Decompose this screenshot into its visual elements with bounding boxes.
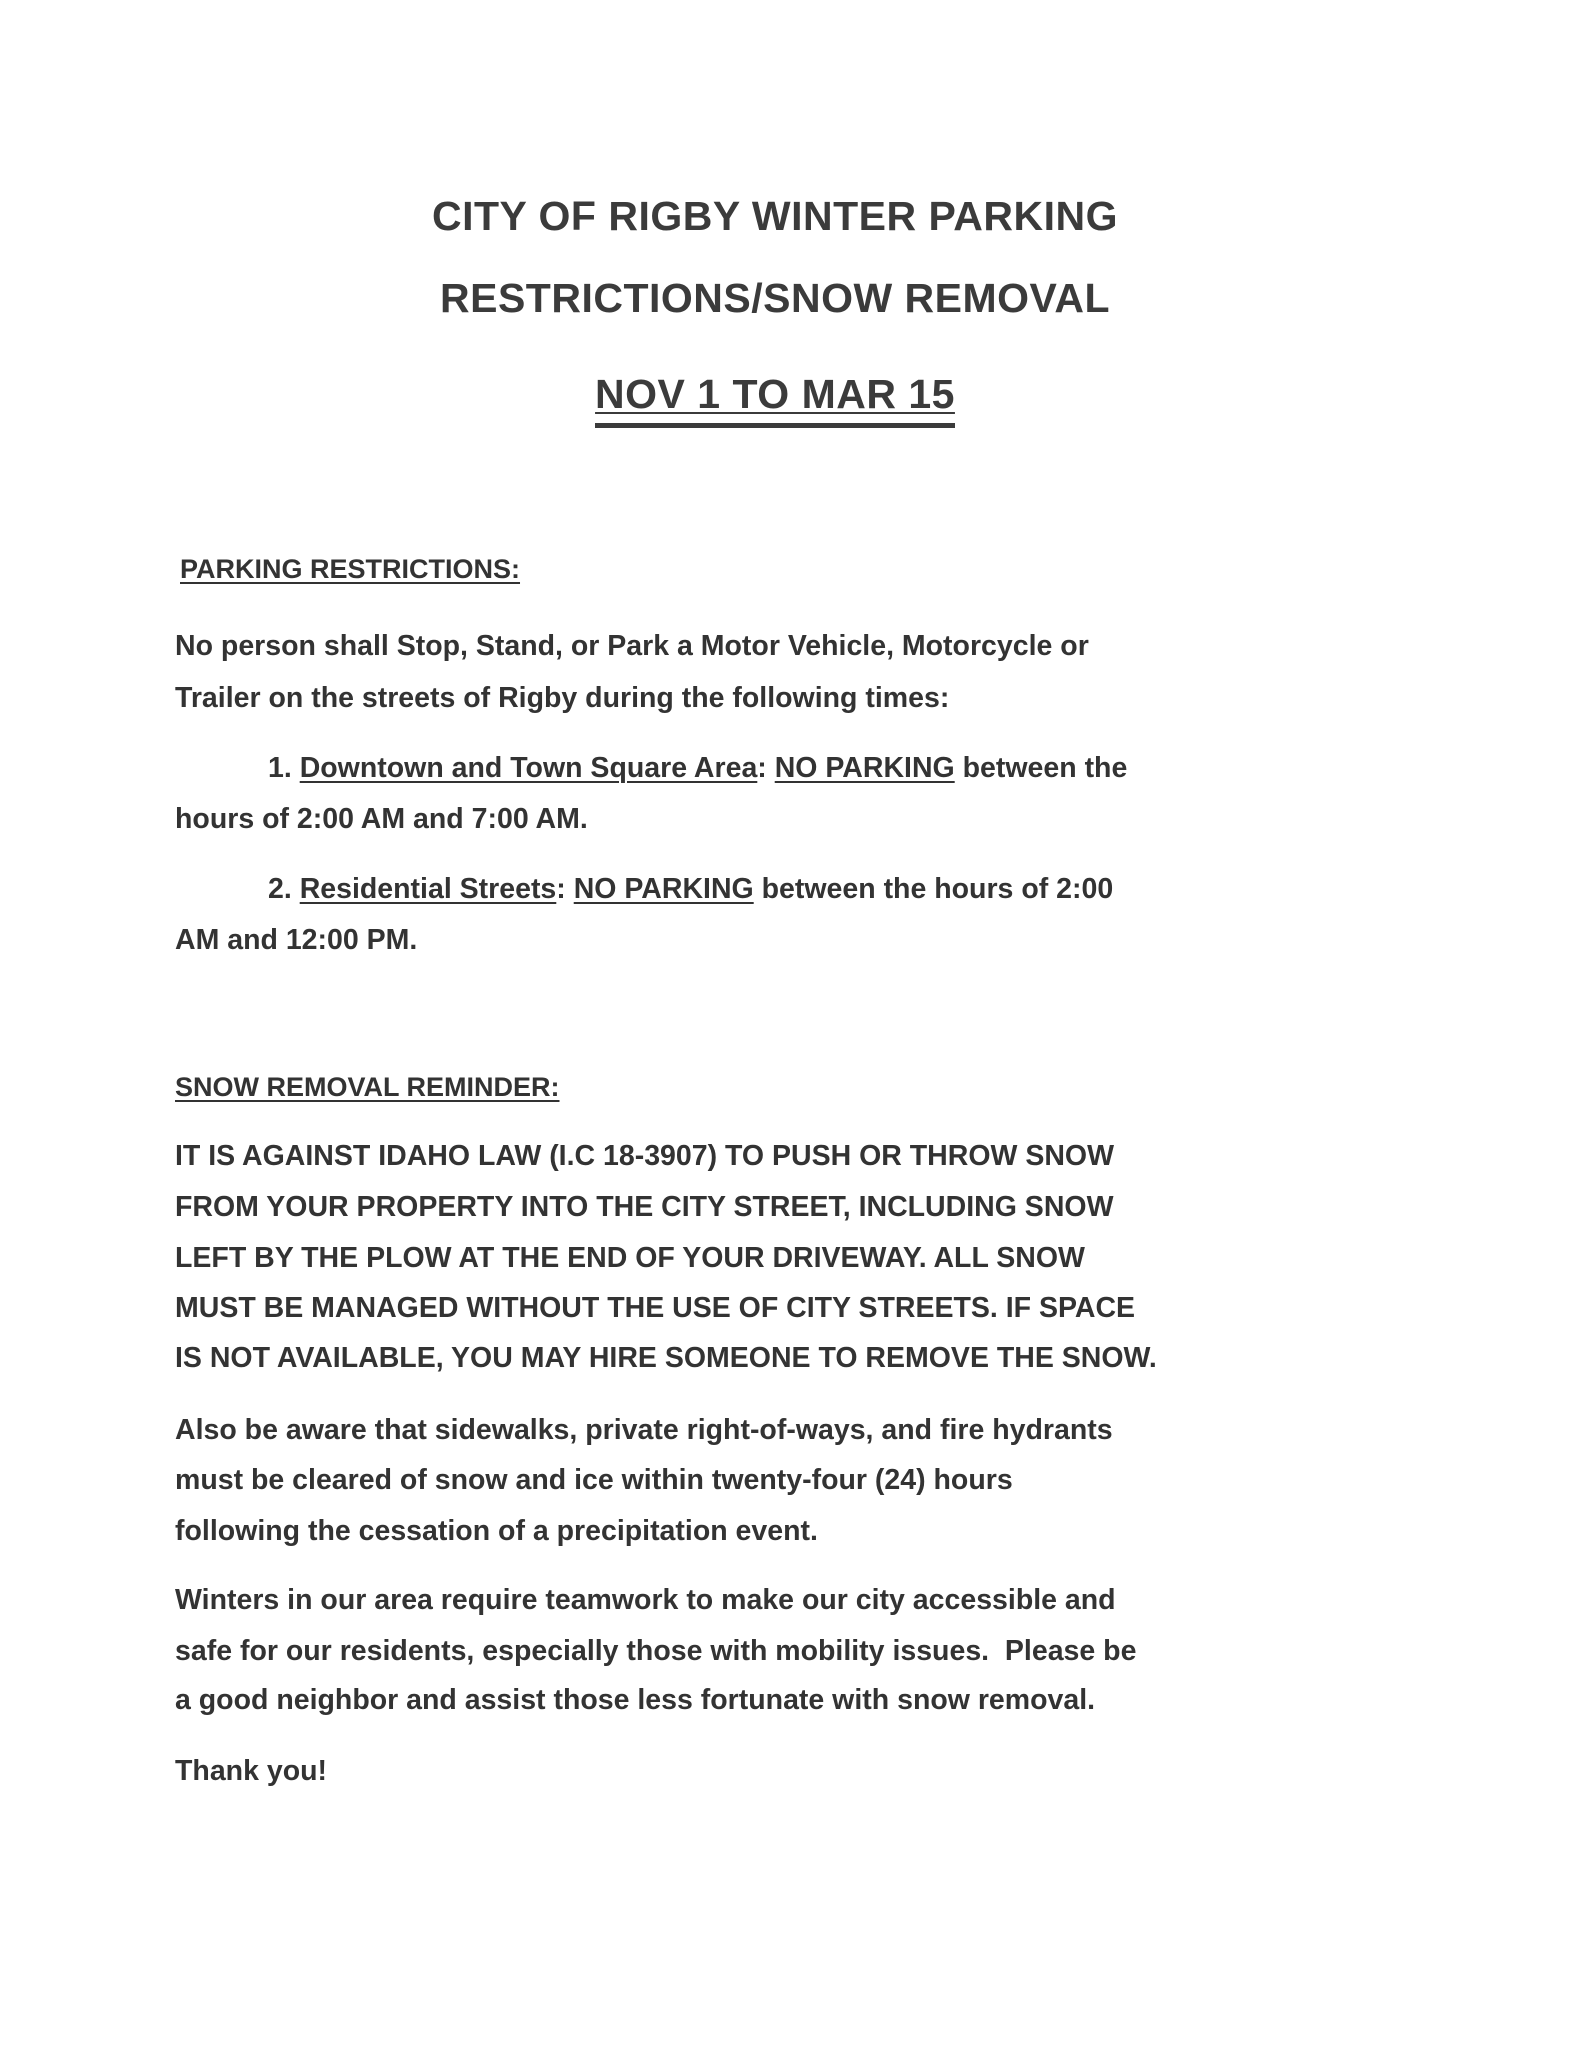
title-line-2: RESTRICTIONS/SNOW REMOVAL bbox=[439, 275, 1111, 321]
parking-item-2 bbox=[268, 875, 1113, 904]
item-text: between the bbox=[954, 752, 1128, 784]
parking-item-1 bbox=[268, 754, 1127, 783]
law-line: FROM YOUR PROPERTY INTO THE CITY STREET, INCLUDING SNOW bbox=[175, 1191, 1114, 1223]
item-area: Residential Streets bbox=[299, 873, 557, 905]
item-text: between the hours of 2:00 bbox=[753, 873, 1114, 905]
winters-line: a good neighbor and assist those less fortunate with snow removal. bbox=[175, 1684, 1096, 1716]
aware-line: must be cleared of snow and ice within twenty-four (24) hours bbox=[175, 1464, 1013, 1496]
parking-restrictions-heading: PARKING RESTRICTIONS: bbox=[180, 554, 521, 584]
title-line-1: CITY OF RIGBY WINTER PARKING bbox=[432, 193, 1118, 239]
winters-line: Winters in our area require teamwork to make our city accessible and bbox=[175, 1584, 1116, 1616]
aware-line: Also be aware that sidewalks, private right-of-ways, and fire hydrants bbox=[175, 1414, 1113, 1446]
item-number: 2. bbox=[268, 873, 300, 905]
snow-removal-heading: SNOW REMOVAL REMINDER: bbox=[175, 1072, 560, 1102]
aware-line: following the cessation of a precipitation event. bbox=[175, 1515, 818, 1547]
item-area: Downtown and Town Square Area bbox=[299, 752, 758, 784]
no-parking-label: NO PARKING bbox=[774, 752, 955, 784]
no-parking-label: NO PARKING bbox=[573, 873, 754, 905]
date-range bbox=[0, 371, 1550, 417]
law-line: IT IS AGAINST IDAHO LAW (I.C 18-3907) TO PUSH OR THROW SNOW bbox=[175, 1140, 1114, 1172]
parking-item-1-cont: hours of 2:00 AM and 7:00 AM. bbox=[175, 803, 588, 835]
thank-you: Thank you! bbox=[175, 1755, 328, 1787]
winters-line: safe for our residents, especially those with mobility issues. Please be bbox=[175, 1635, 1137, 1667]
parking-item-2-cont: AM and 12:00 PM. bbox=[175, 924, 418, 956]
law-line: LEFT BY THE PLOW AT THE END OF YOUR DRIVEWAY. ALL SNOW bbox=[175, 1242, 1085, 1274]
parking-intro-line: Trailer on the streets of Rigby during the following times: bbox=[175, 682, 950, 714]
parking-intro-line: No person shall Stop, Stand, or Park a Motor Vehicle, Motorcycle or bbox=[175, 630, 1089, 662]
item-colon: : bbox=[757, 752, 775, 784]
date-range-text: NOV 1 TO MAR 15 bbox=[595, 371, 955, 428]
item-colon: : bbox=[556, 873, 574, 905]
law-line: IS NOT AVAILABLE, YOU MAY HIRE SOMEONE TO REMOVE THE SNOW. bbox=[175, 1342, 1157, 1374]
law-line: MUST BE MANAGED WITHOUT THE USE OF CITY STREETS. IF SPACE bbox=[175, 1292, 1136, 1324]
item-number: 1. bbox=[268, 752, 300, 784]
